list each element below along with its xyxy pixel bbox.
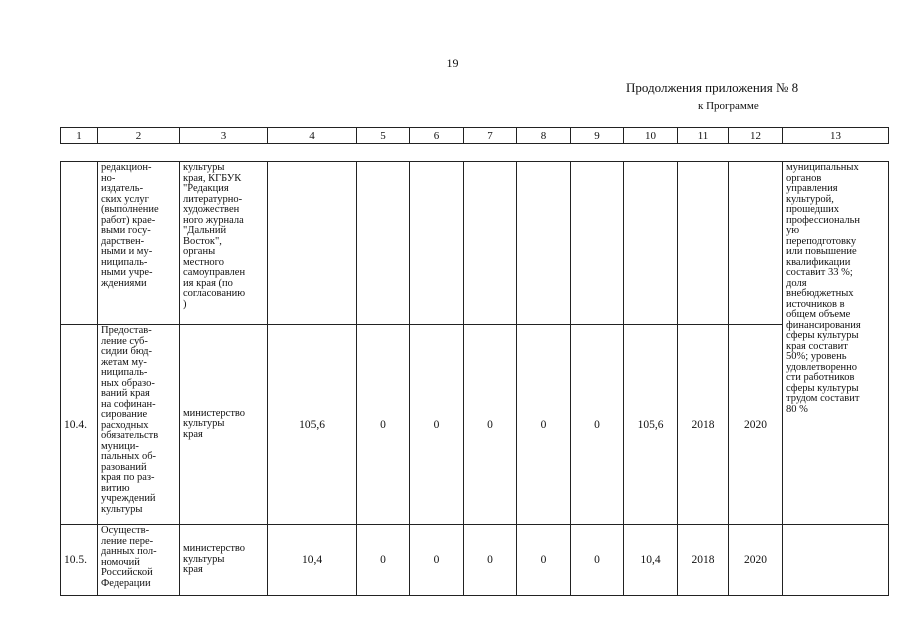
value-cell: [729, 162, 783, 325]
column-header: 11: [678, 128, 729, 144]
executor: министерство культуры края: [183, 543, 246, 576]
column-header: 13: [783, 128, 889, 144]
value-cell: [678, 162, 729, 325]
row-number: 10.4.: [61, 325, 98, 525]
value-cell: [268, 162, 357, 325]
value-cell: 0: [571, 525, 624, 596]
appendix-title: Продолжения приложения № 8: [626, 80, 799, 95]
value-cell: 0: [464, 525, 517, 596]
activity-name: редакцион- но- издатель- ских услуг (выполнение работ) крае- выми госу- дарствен- ными и му- ниципаль- ными учре- ждениями: [101, 162, 159, 289]
value-cell: 2020: [729, 525, 783, 596]
executor: министерство культуры края: [183, 407, 246, 440]
expected-result-cell-empty: [783, 525, 889, 596]
value-cell: 2018: [678, 325, 729, 525]
column-header: 5: [357, 128, 410, 144]
value-cell: [624, 162, 678, 325]
executor: культуры края, КГБУК "Редакция литературно- художествен ного журнала "Дальний Восток", органы местного самоуправлен ия края (по согласованию ): [183, 162, 246, 310]
expected-result-cell: [783, 162, 889, 525]
executor-cell: [180, 525, 268, 596]
activity-name-cell: [98, 525, 180, 596]
value-cell: 0: [571, 325, 624, 525]
value-cell: 0: [410, 525, 464, 596]
value-cell: 0: [517, 525, 571, 596]
column-header: 3: [180, 128, 268, 144]
column-header: 6: [410, 128, 464, 144]
value-cell: 0: [357, 325, 410, 525]
table-row: [61, 525, 889, 596]
row-number: 10.5.: [61, 525, 98, 596]
value-cell: 105,6: [624, 325, 678, 525]
activity-name: Предостав- ление суб- сидии бюд- жетам му- ниципаль- ных образо- ваний края на софинан- сирование расходных обязательств муници- пальных об- разований края по раз- витию учреждений культуры: [101, 325, 159, 515]
executor-cell: [180, 325, 268, 525]
value-cell: 2018: [678, 525, 729, 596]
column-header: 1: [61, 128, 98, 144]
activity-name: Осуществ- ление пере- данных пол- номочий Российской Федерации: [101, 525, 157, 589]
appendix-subtitle: к Программе: [698, 100, 759, 112]
expected-result: муниципальных органов управления культурой, прошедших профессиональн ую переподготовку или повышение квалификации составит 33 %; доля внебюджетных источников в общем объеме финансирования сферы культуры края составит 50%; уровень удовлетворенно сти работников сферы культуры трудом составит 80 %: [786, 162, 861, 415]
value-cell: [464, 162, 517, 325]
column-header: 2: [98, 128, 180, 144]
column-number-header: [60, 127, 889, 144]
value-cell: 2020: [729, 325, 783, 525]
value-cell: 0: [410, 325, 464, 525]
value-cell: 10,4: [268, 525, 357, 596]
page-number: 19: [446, 56, 459, 70]
column-header: 4: [268, 128, 357, 144]
activity-name-cell: [98, 325, 180, 525]
value-cell: 105,6: [268, 325, 357, 525]
value-cell: 10,4: [624, 525, 678, 596]
table-row: [61, 325, 889, 525]
column-header: 9: [571, 128, 624, 144]
row-number: [61, 162, 98, 325]
value-cell: [517, 162, 571, 325]
value-cell: 0: [357, 525, 410, 596]
value-cell: 0: [464, 325, 517, 525]
value-cell: 0: [517, 325, 571, 525]
value-cell: [410, 162, 464, 325]
value-cell: [357, 162, 410, 325]
column-header: 10: [624, 128, 678, 144]
program-activities-table: [60, 161, 889, 596]
value-cell: [571, 162, 624, 325]
column-header: 7: [464, 128, 517, 144]
column-header: 8: [517, 128, 571, 144]
table-row: [61, 162, 889, 325]
executor-cell: [180, 162, 268, 325]
column-header: 12: [729, 128, 783, 144]
activity-name-cell: [98, 162, 180, 325]
